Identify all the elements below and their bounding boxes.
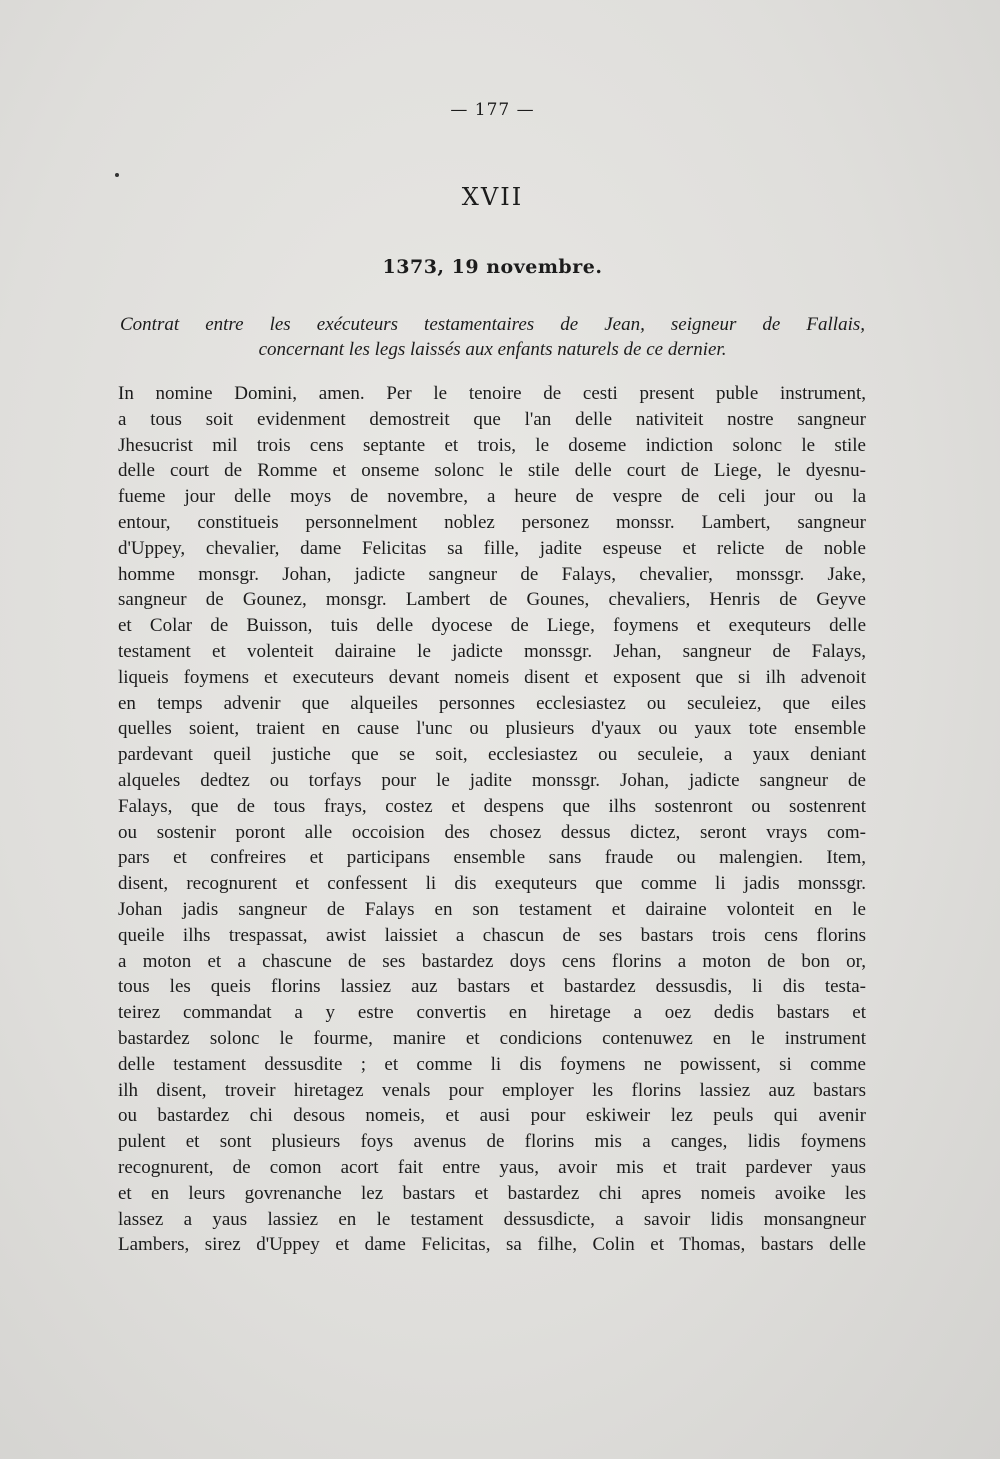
body-line: liqueis foymens et executeurs devant nomeis disent et exposent que si ilh advenoit	[118, 666, 866, 688]
body-line: Falays, que de tous frays, costez et despens que ilhs sostenront ou sostenrent	[118, 795, 866, 817]
body-line: et Colar de Buisson, tuis delle dyocese de Liege, foymens et exequteurs delle	[118, 615, 866, 637]
summary-line: Contrat entre les exécuteurs testamentaires de Jean, seigneur de Fallais,	[120, 314, 865, 335]
body-line: testament et volenteit dairaine le jadicte monssgr. Jehan, sangneur de Falays,	[118, 640, 866, 662]
body-line: alqueles dedtez ou torfays pour le jadite monssgr. Johan, jadicte sangneur de	[118, 769, 866, 791]
body-line: pulent et sont plusieurs foys avenus de florins mis a canges, lidis foymens	[118, 1131, 866, 1153]
body-line: homme monsgr. Johan, jadicte sangneur de Falays, chevalier, monssgr. Jake,	[118, 563, 866, 585]
body-line: pars et confreires et participans ensemble sans fraude ou malengien. Item,	[118, 847, 866, 869]
body-line: fueme jour delle moys de novembre, a heure de vespre de celi jour ou la	[118, 486, 866, 508]
body-line: quelles soient, traient en cause l'unc ou plusieurs d'yaux ou yaux tote ensemble	[118, 718, 866, 740]
body-line: Johan jadis sangneur de Falays en son testament et dairaine volonteit en le	[118, 898, 866, 920]
body-line: entour, constitueis personnelment noblez personez monssr. Lambert, sangneur	[118, 511, 866, 533]
body-line: teirez commandat a y estre convertis en hiretage a oez dedis bastars et	[118, 1002, 866, 1024]
body-line: a tous soit evidenment demostreit que l'an delle nativiteit nostre sangneur	[118, 408, 866, 430]
body-line: recognurent, de comon acort fait entre yaus, avoir mis et trait pardever yaus	[118, 1156, 866, 1178]
document-date: 1373, 19 novembre.	[382, 256, 603, 278]
body-line: ilh disent, troveir hiretagez venals pour employer les florins lassiez auz bastars	[118, 1079, 866, 1101]
body-line: sangneur de Gounez, monsgr. Lambert de Gounes, chevaliers, Henris de Geyve	[118, 589, 866, 611]
body-line: delle testament dessusdite ; et comme li dis foymens ne powissent, si comme	[118, 1053, 866, 1075]
ink-speck	[115, 173, 119, 177]
body-line: tous les queis florins lassiez auz bastars et bastardez dessusdis, li dis testa-	[118, 976, 866, 998]
body-line: queile ilhs trespassat, awist laissiet a chascun de ses bastars trois cens florins	[118, 924, 866, 946]
body-line: en temps advenir que alqueiles personnes ecclesiastez ou seculeiez, que eiles	[118, 692, 866, 714]
body-line: a moton et a chascune de ses bastardez doys cens florins a moton de bon or,	[118, 950, 866, 972]
body-line: disent, recognurent et confessent li dis exequteurs que comme li jadis monssgr.	[118, 873, 866, 895]
document-body	[118, 381, 866, 1258]
document-summary	[120, 312, 865, 362]
body-line: In nomine Domini, amen. Per le tenoire de cesti present puble instrument,	[118, 383, 866, 404]
body-line: delle court de Romme et onseme solonc le stile delle court de Liege, le dyesnu-	[118, 460, 866, 482]
summary-line: concernant les legs laissés aux enfants naturels de ce dernier.	[258, 339, 727, 360]
body-line: Lambers, sirez d'Uppey et dame Felicitas, sa filhe, Colin et Thomas, bastars delle	[118, 1234, 866, 1256]
body-line: et en leurs govrenanche lez bastars et bastardez chi apres nomeis avoike les	[118, 1182, 866, 1204]
body-line: ou sostenir poront alle occoision des chosez dessus dictez, seront vrays com-	[118, 821, 866, 843]
body-line: ou bastardez chi desous nomeis, et ausi pour eskiweir lez peuls qui avenir	[118, 1105, 866, 1127]
body-line: bastardez solonc le fourme, manire et condicions contenuwez en le instrument	[118, 1027, 866, 1049]
document-number: XVII	[461, 183, 524, 211]
body-line: lassez a yaus lassiez en le testament dessusdicte, a savoir lidis monsangneur	[118, 1208, 866, 1230]
body-line: Jhesucrist mil trois cens septante et trois, le doseme indiction solonc le stile	[118, 434, 866, 456]
body-line: d'Uppey, chevalier, dame Felicitas sa fille, jadite espeuse et relicte de noble	[118, 537, 866, 559]
body-line: pardevant queil justiche que se soit, ecclesiastez ou seculeie, a yaux deniant	[118, 744, 866, 766]
page-number: — 177 —	[450, 100, 535, 120]
